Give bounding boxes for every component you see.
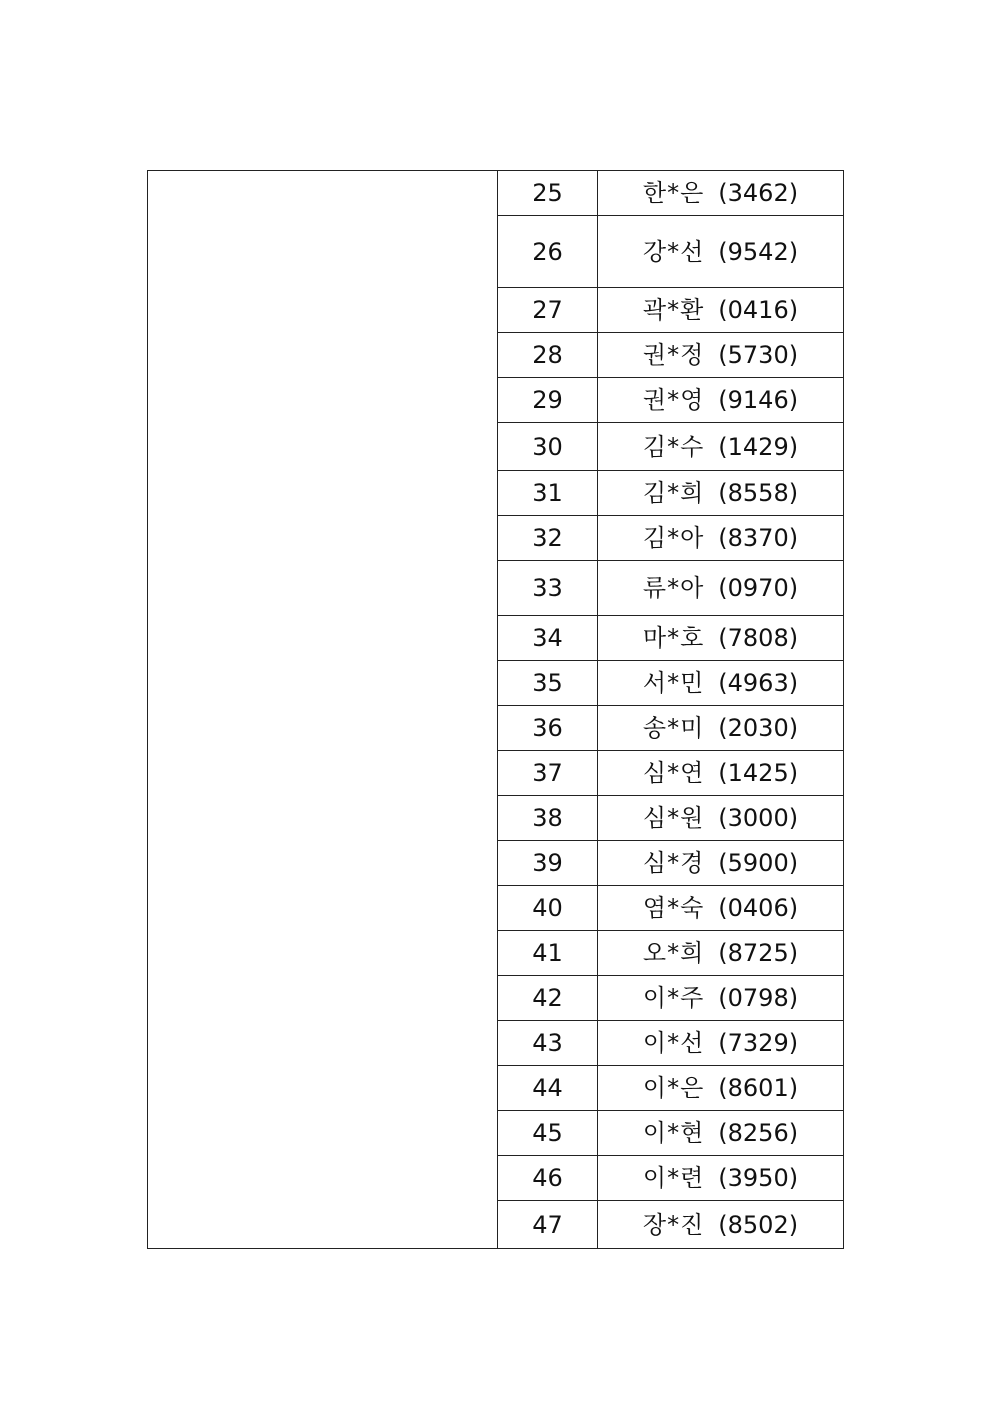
phone-suffix-code: (3950) [718,1164,799,1192]
phone-suffix-code: (9146) [718,386,799,414]
phone-suffix-code: (0798) [718,984,799,1012]
row-number-cell: 32 [498,516,598,561]
phone-suffix-code: (3462) [718,179,799,207]
masked-name: 이*선 [642,1029,705,1057]
name-cell [598,751,844,796]
roster-table [147,170,844,1249]
row-number-cell: 46 [498,1156,598,1201]
masked-name: 김*희 [642,479,705,507]
masked-name: 이*련 [642,1164,705,1192]
phone-suffix-code: (3000) [718,804,799,832]
row-number-cell: 47 [498,1201,598,1249]
name-cell [598,796,844,841]
row-number-cell: 25 [498,171,598,216]
phone-suffix-code: (1425) [718,759,799,787]
name-cell [598,661,844,706]
masked-name: 권*정 [642,341,705,369]
name-cell [598,1021,844,1066]
phone-suffix-code: (5900) [718,849,799,877]
name-cell [598,1066,844,1111]
masked-name: 강*선 [642,237,705,266]
name-cell [598,706,844,751]
row-number-cell: 43 [498,1021,598,1066]
masked-name: 서*민 [642,669,705,697]
row-number-cell: 36 [498,706,598,751]
name-cell [598,516,844,561]
phone-suffix-code: (8601) [718,1074,799,1102]
phone-suffix-code: (8502) [718,1210,799,1239]
phone-suffix-code: (7808) [718,624,799,652]
masked-name: 이*은 [642,1074,705,1102]
blank-category-cell [148,171,498,1249]
masked-name: 심*연 [642,759,705,787]
row-number-cell: 45 [498,1111,598,1156]
phone-suffix-code: (1429) [718,432,799,461]
row-number-cell: 26 [498,216,598,288]
masked-name: 마*호 [642,624,705,652]
name-cell [598,471,844,516]
name-cell [598,841,844,886]
phone-suffix-code: (0406) [718,894,799,922]
name-cell [598,1111,844,1156]
masked-name: 권*영 [642,386,705,414]
name-cell [598,216,844,288]
phone-suffix-code: (0416) [718,296,799,324]
name-cell [598,1201,844,1249]
masked-name: 이*현 [642,1119,705,1147]
row-number-cell: 35 [498,661,598,706]
row-number-cell: 29 [498,378,598,423]
masked-name: 류*아 [642,574,705,602]
roster-body [148,171,844,1249]
name-cell [598,931,844,976]
row-number-cell: 31 [498,471,598,516]
name-cell [598,976,844,1021]
row-number-cell: 42 [498,976,598,1021]
row-number-cell: 27 [498,288,598,333]
row-number-cell: 37 [498,751,598,796]
masked-name: 김*수 [642,432,705,461]
name-cell [598,886,844,931]
masked-name: 장*진 [642,1210,705,1239]
name-cell [598,561,844,616]
name-cell [598,333,844,378]
phone-suffix-code: (5730) [718,341,799,369]
row-number-cell: 40 [498,886,598,931]
row-number-cell: 30 [498,423,598,471]
row-number-cell: 34 [498,616,598,661]
name-cell [598,616,844,661]
phone-suffix-code: (0970) [718,574,799,602]
name-cell [598,378,844,423]
name-cell [598,1156,844,1201]
phone-suffix-code: (7329) [718,1029,799,1057]
row-number-cell: 41 [498,931,598,976]
row-number-cell: 33 [498,561,598,616]
phone-suffix-code: (8256) [718,1119,799,1147]
phone-suffix-code: (8725) [718,939,799,967]
row-number-cell: 28 [498,333,598,378]
phone-suffix-code: (9542) [718,237,799,266]
masked-name: 이*주 [642,984,705,1012]
table-row [148,171,844,216]
phone-suffix-code: (4963) [718,669,799,697]
phone-suffix-code: (8370) [718,524,799,552]
masked-name: 김*아 [642,524,705,552]
phone-suffix-code: (2030) [718,714,799,742]
name-cell [598,288,844,333]
masked-name: 염*숙 [642,894,705,922]
masked-name: 송*미 [642,714,705,742]
name-cell [598,423,844,471]
name-cell [598,171,844,216]
masked-name: 심*원 [642,804,705,832]
masked-name: 곽*환 [642,296,705,324]
row-number-cell: 39 [498,841,598,886]
phone-suffix-code: (8558) [718,479,799,507]
row-number-cell: 38 [498,796,598,841]
masked-name: 한*은 [642,179,705,207]
row-number-cell: 44 [498,1066,598,1111]
masked-name: 심*경 [642,849,705,877]
masked-name: 오*희 [642,939,705,967]
